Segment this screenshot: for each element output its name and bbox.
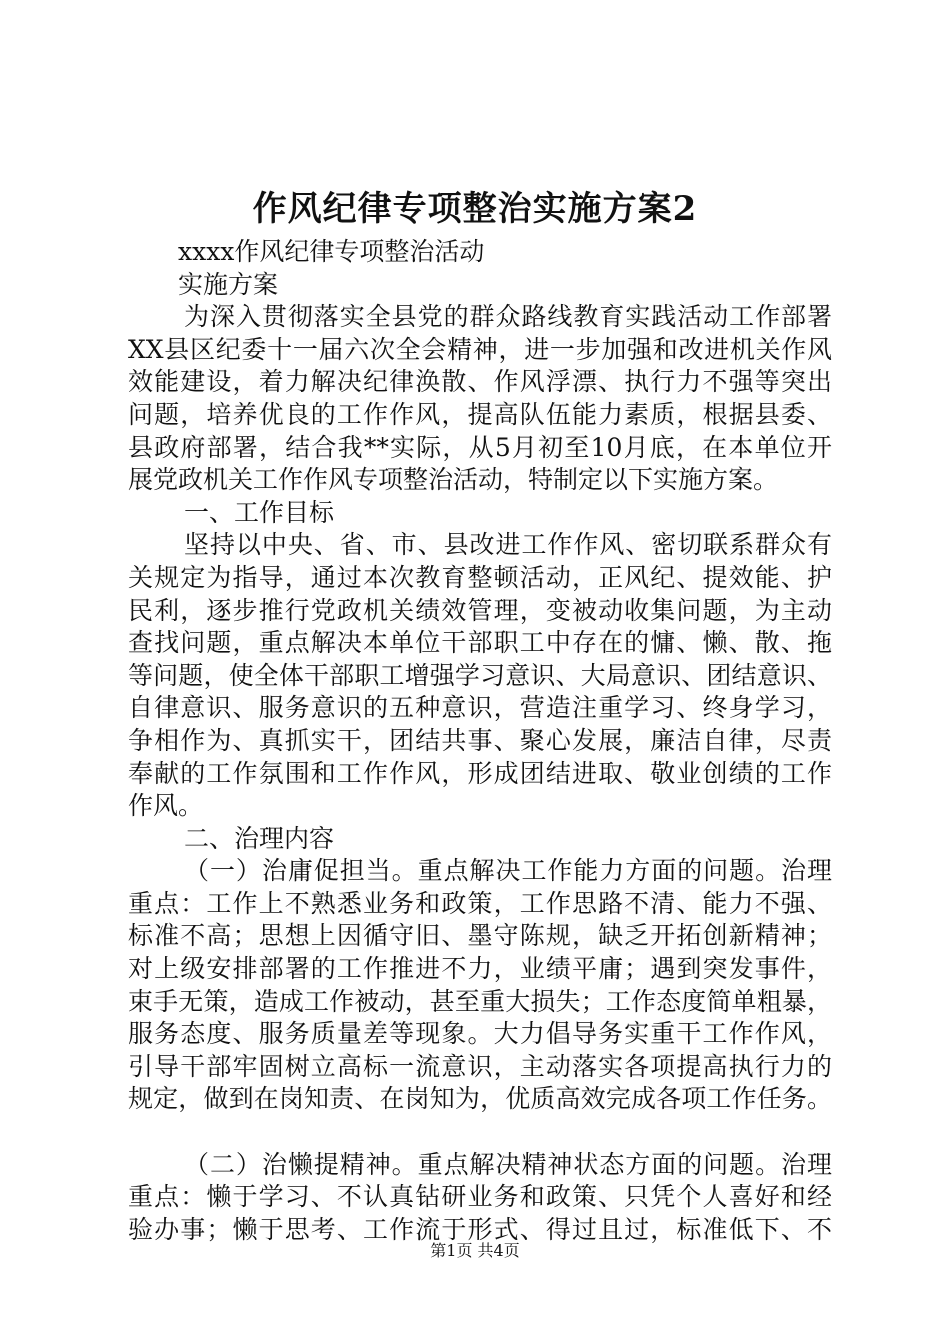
paragraph-line: 为深入贯彻落实全县党的群众路线教育实践活动工作部署 [184,302,832,332]
paragraph-line: 等问题，使全体干部职工增强学习意识、大局意识、团结意识、 [128,660,832,690]
goals-paragraph [128,529,832,822]
paragraph-line: 效能建设，着力解决纪律涣散、作风浮漂、执行力不强等突出 [128,367,832,397]
document-title: 作风纪律专项整治实施方案2 [252,189,698,229]
paragraph-line: 展党政机关工作作风专项整治活动，特制定以下实施方案。 [128,465,779,495]
paragraph-line: 对上级安排部署的工作推进不力，业绩平庸；遇到突发事件， [128,954,832,984]
paragraph-line: 问题，培养优良的工作作风，提高队伍能力素质，根据县委、 [128,399,832,429]
activity-heading: xxxx作风纪律专项整治活动 [178,237,485,266]
paragraph-line: 规定，做到在岗知责、在岗知为，优质高效完成各项工作任务。 [128,1084,832,1114]
item-two-paragraph [128,1149,832,1247]
paragraph-line: 奉献的工作氛围和工作作风，形成团结进取、敬业创绩的工作 [128,758,832,788]
paragraph-line: 验办事；懒于思考、工作流于形式、得过且过，标准低下、不 [128,1214,832,1244]
intro-paragraph [128,301,832,497]
plan-heading: 实施方案 [178,269,279,299]
paragraph-line: 服务态度、服务质量差等现象。大力倡导务实重干工作作风， [128,1019,832,1049]
paragraph-line: 争相作为、真抓实干，团结共事、聚心发展，廉洁自律，尽责 [128,725,832,755]
section-heading-content: 二、治理内容 [184,823,335,853]
section-heading-goals: 一、工作目标 [184,497,335,527]
paragraph-line: 民利，逐步推行党政机关绩效管理，变被动收集问题，为主动 [128,595,832,625]
paragraph-line: XX县区纪委十一届六次全会精神，进一步加强和改进机关作风 [128,334,832,364]
paragraph-line: （一）治庸促担当。重点解决工作能力方面的问题。治理 [184,856,832,886]
paragraph-line: 引导干部牢固树立高标一流意识，主动落实各项提高执行力的 [128,1051,832,1081]
paragraph-line: 关规定为指导，通过本次教育整顿活动，正风纪、提效能、护 [128,562,832,592]
paragraph-line: 标准不高；思想上因循守旧、墨守陈规，缺乏开拓创新精神； [128,921,832,951]
paragraph-line: 作风。 [128,791,204,821]
paragraph-line: 县政府部署，结合我**实际，从5月初至10月底，在本单位开 [128,432,832,462]
paragraph-line: 重点：懒于学习、不认真钻研业务和政策、只凭个人喜好和经 [128,1182,832,1212]
paragraph-line: 坚持以中央、省、市、县改进工作作风、密切联系群众有 [184,530,832,560]
paragraph-line: 查找问题，重点解决本单位干部职工中存在的慵、懒、散、拖 [128,628,832,658]
document-body [128,236,832,1246]
paragraph-line: 束手无策，造成工作被动，甚至重大损失；工作态度简单粗暴， [128,986,832,1016]
paragraph-line: （二）治懒提精神。重点解决精神状态方面的问题。治理 [184,1149,832,1179]
item-one-paragraph [128,855,832,1116]
page-footer: 第1页 共4页 [430,1241,520,1260]
paragraph-line: 重点：工作上不熟悉业务和政策，工作思路不清、能力不强、 [128,888,832,918]
paragraph-spacer [128,1116,832,1149]
paragraph-line: 自律意识、服务意识的五种意识，营造注重学习、终身学习， [128,693,832,723]
